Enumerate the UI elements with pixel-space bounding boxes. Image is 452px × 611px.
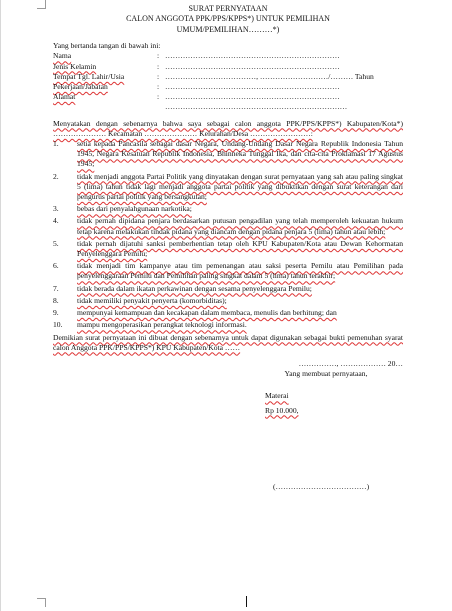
doc-title-line2: CALON ANGGOTA PPK/PPS/KPPS*) UNTUK PEMILIHAN bbox=[126, 14, 330, 24]
doc-title-line3: UMUM/PEMILIHAN………*) bbox=[176, 24, 280, 34]
signer-label: Yang membuat pernyataan, bbox=[284, 369, 368, 379]
identity-fields bbox=[53, 51, 403, 112]
field-label-nama: Nama bbox=[53, 51, 72, 61]
list-item: 9. mempunyai kemampuan dan kecakapan dalam membaca, menulis dan berhitung; dan bbox=[53, 308, 337, 318]
place-date: ……………, ……………… 20… bbox=[298, 358, 403, 368]
stamp-label: Materai bbox=[265, 391, 289, 401]
document-body[interactable] bbox=[53, 4, 403, 492]
field-label-alamat: Alamat bbox=[53, 92, 76, 102]
margin-marker-bottom bbox=[37, 598, 46, 607]
list-item: 1. setia kepada Pancasila sebagai dasar Negara, Undang-Undang Dasar Negara Republik Indonesia Tahun 1945, Negara Kesatuan Republik Indonesia, Bhinneka Tunggal Ika, dan cita-cita Proklamasi 17 Agustus 1945; bbox=[53, 139, 403, 169]
signature-block bbox=[249, 359, 403, 492]
field-value-pekerjaan: …………………………………………………………… bbox=[165, 82, 340, 92]
list-item: 8. tidak memiliki penyakit penyerta (komorbiditas); bbox=[53, 295, 227, 305]
list-item: 4. tidak pernah dipidana penjara berdasarkan putusan pengadilan yang telah memperoleh kekuatan hukum tetap karena melakukan tindak pidana yang diancam dengan pidana penjara 5 (lima) tahun atau lebih; bbox=[53, 216, 403, 236]
field-label-pekerjaan: Pekerjaan/Jabatan bbox=[53, 82, 108, 92]
list-item: 10. mampu mengoperasikan perangkat teknologi informasi. bbox=[53, 320, 247, 330]
field-row-alamat: Alamat : …………………………………………………………… ……………………………………………………………… bbox=[53, 92, 403, 112]
list-item: 2. tidak menjadi anggota Partai Politik yang dinyatakan dengan surat pernyataan yang sah atau paling singkat 5 (lima) tahun tidak lagi menjadi anggota partai politik yang dibuktikan dengan surat keterangan dari pengurus partai politik yang bersangkutan; bbox=[53, 171, 403, 202]
field-label-tempat-tgl-lahir: Tempat Tgl. Lahir/Usia bbox=[53, 71, 125, 81]
field-value-jenis-kelamin: …………………………………………………………… bbox=[165, 61, 340, 71]
field-value-tempat-tgl-lahir: ………………………………, ………………………/……… Tahun bbox=[165, 71, 374, 81]
text-cursor bbox=[246, 596, 247, 607]
intro-text: Yang bertanda tangan di bawah ini: bbox=[53, 41, 161, 51]
signer-name-line: (………………………………) bbox=[273, 481, 370, 491]
field-label-jenis-kelamin: Jenis Kelamin bbox=[53, 61, 97, 71]
list-item: 5. tidak pernah dijatuhi sanksi pemberhentian tetap oleh KPU Kabupaten/Kota atau Dewan Kehormatan Penyelenggara Pemilu; bbox=[53, 238, 403, 259]
field-row-tempat-tgl-lahir: Tempat Tgl. Lahir/Usia : ………………………………, ………………………/……… Tahun bbox=[53, 72, 403, 82]
field-value-alamat: …………………………………………………………… ……………………………………………………………… bbox=[165, 92, 348, 112]
stamp-amount: Rp 10.000, bbox=[265, 405, 299, 415]
doc-title-line1: SURAT PERNYATAAN bbox=[188, 4, 268, 13]
closing-paragraph: Demikian surat pernyataan ini dibuat dengan sebenarnya untuk dapat digunakan sebagai bukti pemenuhan syarat calon Anggota PPK/PPS/KPPS*) KPU Kabupaten/Kota …… bbox=[53, 332, 403, 352]
list-item: 7. tidak berada dalam ikatan perkawinan dengan sesama penyelenggara Pemilu; bbox=[53, 283, 312, 293]
field-row-nama: Nama : …………………………………………………………… bbox=[53, 51, 403, 61]
statement-paragraph: Menyatakan dengan sebenarnya bahwa saya sebagai calon anggota PPK/PPS/KPPS*) Kabupaten/Kota*) ………………… Kecamatan ………………… Kelurahan/Desa ……………………: bbox=[53, 118, 403, 138]
field-row-pekerjaan: Pekerjaan/Jabatan : …………………………………………………………… bbox=[53, 82, 403, 92]
margin-marker-top bbox=[37, 0, 46, 9]
statement-list bbox=[53, 139, 403, 330]
field-value-nama: …………………………………………………………… bbox=[165, 51, 340, 61]
field-row-jenis-kelamin: Jenis Kelamin : …………………………………………………………… bbox=[53, 62, 403, 72]
list-item: 6. tidak menjadi tim kampanye atau tim pemenangan atau saksi peserta Pemilu atau Pemilihan pada penyelenggaraan Pemilu dan Pemilihan paling singkat dalam 5 (lima) tahun terakhir; bbox=[53, 261, 403, 281]
list-item: 3. bebas dari penyalahgunaan narkotika; bbox=[53, 204, 192, 214]
